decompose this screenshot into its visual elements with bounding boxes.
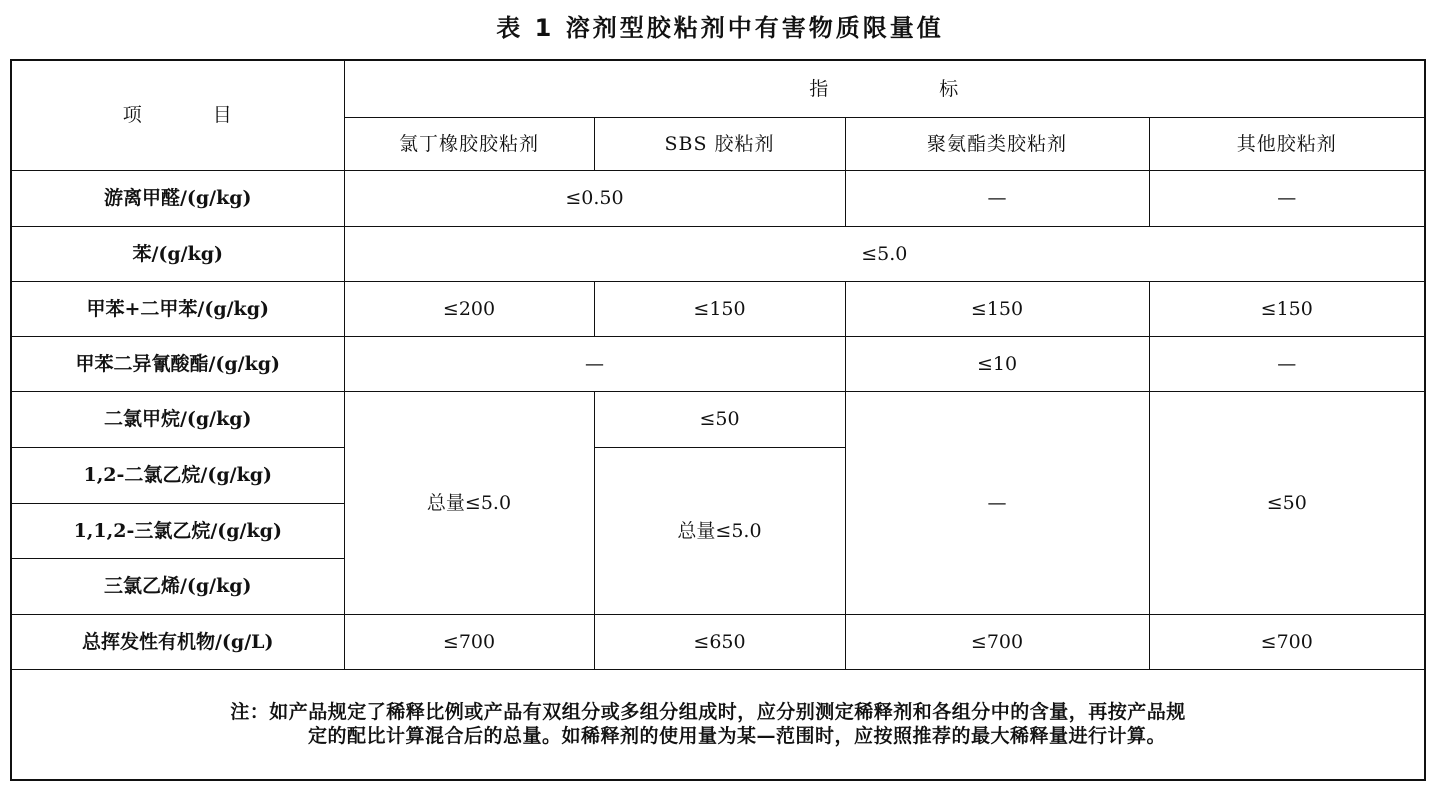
table-row — [11, 281, 1425, 336]
cell-toluene-xylene-polyurethane: ≤150 — [845, 281, 1149, 336]
index-header-right: 标 — [939, 77, 960, 100]
cell-toluene-xylene-other: ≤150 — [1149, 281, 1425, 336]
table-row — [11, 614, 1425, 669]
column-header-sbs: SBS 胶粘剂 — [594, 117, 845, 170]
cell-formaldehyde-polyurethane: — — [845, 170, 1149, 226]
cell-tdi-chloroprene-sbs: — — [344, 336, 845, 391]
cell-chlorinated-polyurethane: — — [845, 391, 1149, 614]
table-row — [11, 170, 1425, 226]
row-label-formaldehyde: 游离甲醛/(g/kg) — [11, 170, 344, 226]
item-header-right: 目 — [212, 104, 233, 127]
cell-chlorinated-sbs: 总量≤5.0 — [594, 447, 845, 614]
index-header-left: 指 — [809, 77, 830, 100]
row-label-benzene: 苯/(g/kg) — [11, 226, 344, 281]
note-row — [11, 669, 1425, 780]
cell-tdi-other: — — [1149, 336, 1425, 391]
row-label-dichloromethane: 二氯甲烷/(g/kg) — [11, 391, 344, 447]
row-label-voc: 总挥发性有机物/(g/L) — [11, 614, 344, 669]
table-row — [11, 226, 1425, 281]
cell-dichloromethane-sbs: ≤50 — [594, 391, 845, 447]
cell-voc-sbs: ≤650 — [594, 614, 845, 669]
cell-formaldehyde-chloroprene-sbs: ≤0.50 — [344, 170, 845, 226]
row-label-trichloroethane: 1,1,2-三氯乙烷/(g/kg) — [11, 503, 344, 558]
column-header-chloroprene: 氯丁橡胶胶粘剂 — [344, 117, 594, 170]
cell-voc-other: ≤700 — [1149, 614, 1425, 669]
column-header-other: 其他胶粘剂 — [1149, 117, 1425, 170]
row-label-trichloroethylene: 三氯乙烯/(g/kg) — [11, 558, 344, 614]
table-row — [11, 391, 1425, 447]
hazardous-substance-limits-table — [10, 59, 1426, 781]
index-header — [344, 60, 1425, 117]
cell-formaldehyde-other: — — [1149, 170, 1425, 226]
row-label-tdi: 甲苯二异氰酸酯/(g/kg) — [11, 336, 344, 391]
note-line-2: 定的配比计算混合后的总量。如稀释剂的使用量为某—范围时，应按照推荐的最大稀释量进行计算。 — [308, 725, 1167, 748]
cell-benzene-all: ≤5.0 — [344, 226, 1425, 281]
cell-tdi-polyurethane: ≤10 — [845, 336, 1149, 391]
cell-voc-chloroprene: ≤700 — [344, 614, 594, 669]
table-row — [11, 336, 1425, 391]
cell-toluene-xylene-chloroprene: ≤200 — [344, 281, 594, 336]
cell-toluene-xylene-sbs: ≤150 — [594, 281, 845, 336]
item-header — [11, 60, 344, 170]
row-label-toluene-xylene: 甲苯+二甲苯/(g/kg) — [11, 281, 344, 336]
note-line-1: 注：如产品规定了稀释比例或产品有双组分或多组分组成时，应分别测定稀释剂和各组分中的含量，再按产品规 — [230, 701, 1186, 724]
row-label-dichloroethane: 1,2-二氯乙烷/(g/kg) — [11, 447, 344, 503]
cell-chlorinated-chloroprene: 总量≤5.0 — [344, 391, 594, 614]
header-row-index — [11, 60, 1425, 117]
table-note — [11, 669, 1425, 780]
item-header-left: 项 — [122, 104, 143, 127]
cell-chlorinated-other: ≤50 — [1149, 391, 1425, 614]
table-title: 表 1 溶剂型胶粘剂中有害物质限量值 — [496, 14, 944, 42]
column-header-polyurethane: 聚氨酯类胶粘剂 — [845, 117, 1149, 170]
cell-voc-polyurethane: ≤700 — [845, 614, 1149, 669]
